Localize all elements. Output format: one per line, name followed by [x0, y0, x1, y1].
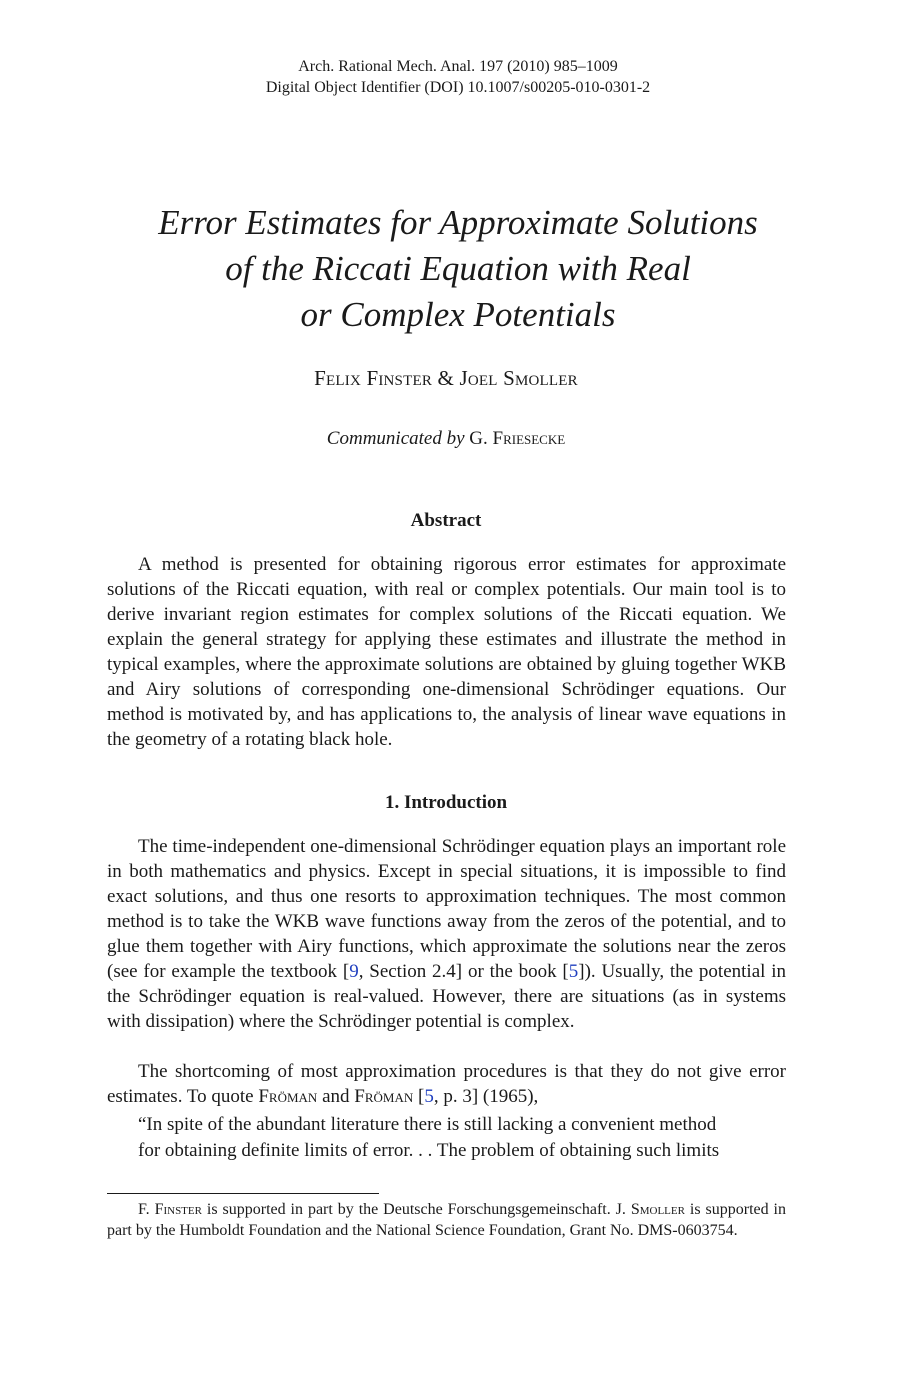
footnote-text-a: F.	[138, 1201, 155, 1218]
citation-link-9[interactable]: 9	[349, 961, 359, 982]
intro-p2-text-b: , p. 3] (1965),	[433, 1086, 539, 1107]
citation-link-5-quote[interactable]: 5	[424, 1086, 434, 1107]
intro-paragraph-2	[107, 1059, 786, 1109]
citation-link-5[interactable]: 5	[568, 961, 579, 982]
funding-footnote	[107, 1199, 786, 1241]
footnote-text-c: is supported in part by the Humboldt Foundation and the National Science Foundation, Grant No. DMS-0603754.	[107, 1201, 787, 1239]
block-quote	[138, 1112, 755, 1164]
footnote-divider	[107, 1193, 379, 1194]
author-separator: &	[432, 366, 460, 390]
title-line-2: of the Riccati Equation with Real	[225, 249, 691, 288]
communicated-prefix: Communicated by	[326, 428, 465, 449]
author-name-froman-1: Fröman	[258, 1086, 318, 1107]
intro-p1-text-a: The time-independent one-dimensional Schrödinger equation plays an important role in both mathematics and physics. Except in special situations, it is impossible to find exact solutions, and thus one resorts to approximation techniques. The most common method is to take the WKB wave functions away from the zeros of the potential, and to glue them together with Airy functions, which approximate the solutions near the zeros (see for example the textbook [	[107, 836, 786, 982]
intro-p1-text-b: , Section 2.4] or the book [	[358, 961, 569, 982]
quote-line-1: “In spite of the abundant literature there is still lacking a convenient method	[138, 1114, 717, 1135]
intro-p1-text-c: ]). Usually, the potential in the Schrödinger equation is real-valued. However, there are situations (as in systems with dissipation) where the Schrödinger potential is complex.	[107, 961, 786, 1032]
author-1: Felix Finster	[314, 366, 433, 390]
footnote-name-finster: Finster	[154, 1201, 202, 1218]
intro-p2-bracket: [	[413, 1086, 425, 1107]
title-line-1: Error Estimates for Approximate Solutions	[158, 203, 758, 242]
author-name-froman-2: Fröman	[354, 1086, 414, 1107]
quote-line-2: for obtaining definite limits of error. . . The problem of obtaining such limits	[138, 1140, 720, 1161]
journal-header	[0, 56, 916, 98]
communicating-editor: G. Friesecke	[469, 428, 566, 449]
author-2: Joel Smoller	[459, 366, 578, 390]
intro-paragraph-1	[107, 834, 786, 1034]
section-heading-introduction: 1. Introduction	[384, 792, 508, 813]
doi-line: Digital Object Identifier (DOI) 10.1007/s00205-010-0301-2	[265, 79, 651, 96]
footnote-name-smoller: Smoller	[630, 1201, 685, 1218]
journal-citation: Arch. Rational Mech. Anal. 197 (2010) 985–1009	[298, 58, 618, 75]
abstract-text: A method is presented for obtaining rigorous error estimates for approximate solutions of the Riccati equation, with real or complex potentials. Our main tool is to derive invariant region estimates for complex solutions of the Riccati equation. We explain the general strategy for applying these estimates and illustrate the method in typical examples, where the approximate solutions are obtained by gluing together WKB and Airy solutions of corresponding one-dimensional Schrödinger equations. Our method is motivated by, and has applications to, the analysis of linear wave equations in the geometry of a rotating black hole.	[107, 554, 786, 750]
title-line-3: or Complex Potentials	[300, 295, 616, 334]
intro-p2-and: and	[317, 1086, 355, 1107]
footnote-text-b: is supported in part by the Deutsche Forschungsgemeinschaft. J.	[201, 1201, 631, 1218]
paper-title	[0, 200, 916, 338]
abstract-heading: Abstract	[410, 510, 482, 531]
intro-p2-text-a: The shortcoming of most approximation procedures is that they do not give error estimates. To quote	[107, 1061, 786, 1107]
communicated-by	[0, 426, 892, 452]
authors	[0, 364, 892, 392]
